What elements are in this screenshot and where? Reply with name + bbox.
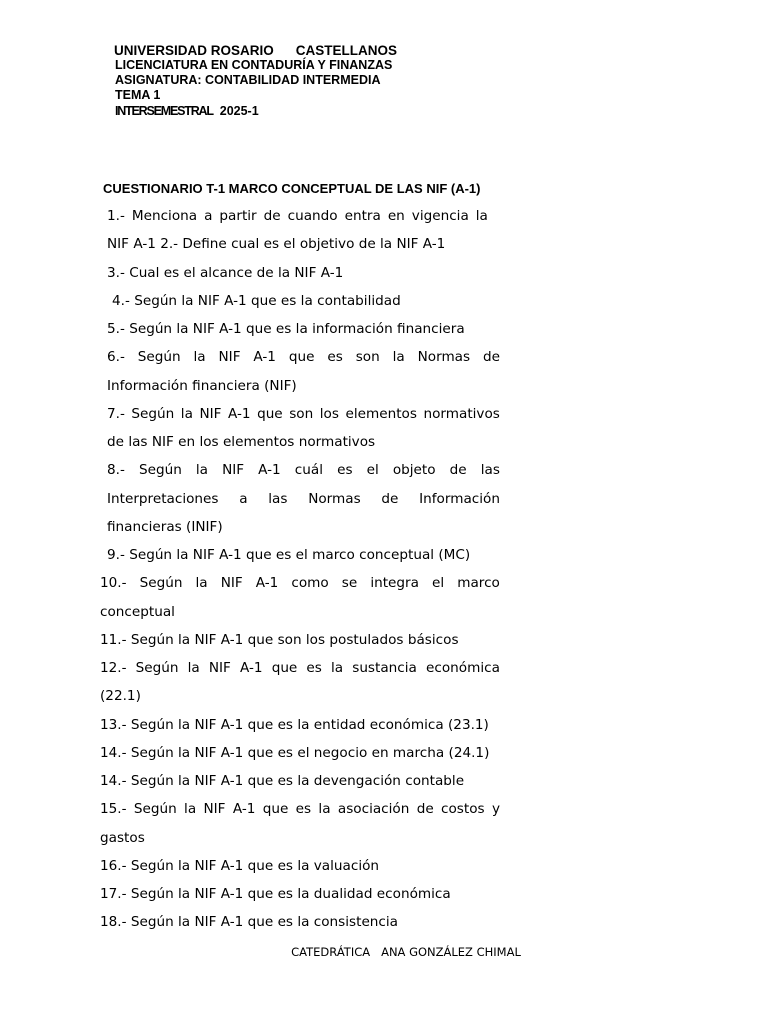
footer-role: CATEDRÁTICA: [291, 945, 371, 959]
period-value: 2025-1: [219, 103, 259, 118]
question-line: 7.- Según la NIF A-1 que son los elementos normativos: [107, 405, 500, 422]
question-line: 17.- Según la NIF A-1 que es la dualidad económica: [100, 886, 451, 902]
question-line: gastos: [100, 829, 145, 846]
university-name: UNIVERSIDAD ROSARIO: [114, 43, 274, 58]
question-line: 11.- Según la NIF A-1 que son los postulados básicos: [100, 631, 459, 648]
program-name: LICENCIATURA EN CONTADURÍA Y FINANZAS: [115, 58, 393, 72]
question-line: 10.- Según la NIF A-1 como se integra el marco: [100, 575, 500, 592]
question-line: 5.- Según la NIF A-1 que es la información financiera: [107, 321, 465, 337]
document-footer: [0, 944, 768, 960]
question-line: 8.- Según la NIF A-1 cuál es el objeto de las: [107, 462, 500, 479]
subject-name: ASIGNATURA: CONTABILIDAD INTERMEDIA: [115, 73, 381, 88]
header-institution-line: [114, 43, 397, 58]
question-line: 12.- Según la NIF A-1 que es la sustancia económica: [100, 660, 500, 676]
question-line: 9.- Según la NIF A-1 que es el marco conceptual (MC): [107, 547, 471, 563]
question-line: (22.1): [100, 688, 141, 705]
question-line: Información financiera (NIF): [107, 377, 297, 394]
document-header: [114, 43, 397, 119]
question-line: 18.- Según la NIF A-1 que es la consistencia: [100, 914, 399, 931]
question-line: 14.- Según la NIF A-1 que es la devengación contable: [100, 773, 465, 789]
question-line: de las NIF en los elementos normativos: [107, 434, 376, 450]
question-line: financieras (INIF): [107, 518, 223, 535]
question-line: 1.- Menciona a partir de cuando entra en vigencia la: [107, 208, 488, 224]
question-line: NIF A-1 2.- Define cual es el objetivo de la NIF A-1: [107, 236, 446, 253]
question-line: 13.- Según la NIF A-1 que es la entidad económica (23.1): [100, 716, 489, 733]
question-line: 15.- Según la NIF A-1 que es la asociación de costos y: [100, 801, 500, 818]
campus-name: CASTELLANOS: [295, 43, 398, 58]
topic-label: TEMA 1: [115, 88, 161, 103]
footer-name: ANA GONZÁLEZ CHIMAL: [381, 945, 521, 959]
question-line: 14.- Según la NIF A-1 que es el negocio en marcha (24.1): [100, 744, 490, 761]
question-line: 3.- Cual es el alcance de la NIF A-1: [107, 264, 344, 281]
question-line: 4.- Según la NIF A-1 que es la contabilidad: [112, 292, 401, 309]
question-line: 6.- Según la NIF A-1 que es son la Normas de: [107, 349, 500, 366]
question-line: 16.- Según la NIF A-1 que es la valuación: [100, 857, 380, 874]
period-label: INTERSEMESTRAL: [115, 103, 213, 118]
period-line: [115, 104, 397, 119]
question-line: Interpretaciones a las Normas de Información: [107, 490, 500, 507]
question-line: conceptual: [100, 603, 175, 620]
questionnaire-title: CUESTIONARIO T-1 MARCO CONCEPTUAL DE LAS NIF (A-1): [103, 181, 481, 196]
